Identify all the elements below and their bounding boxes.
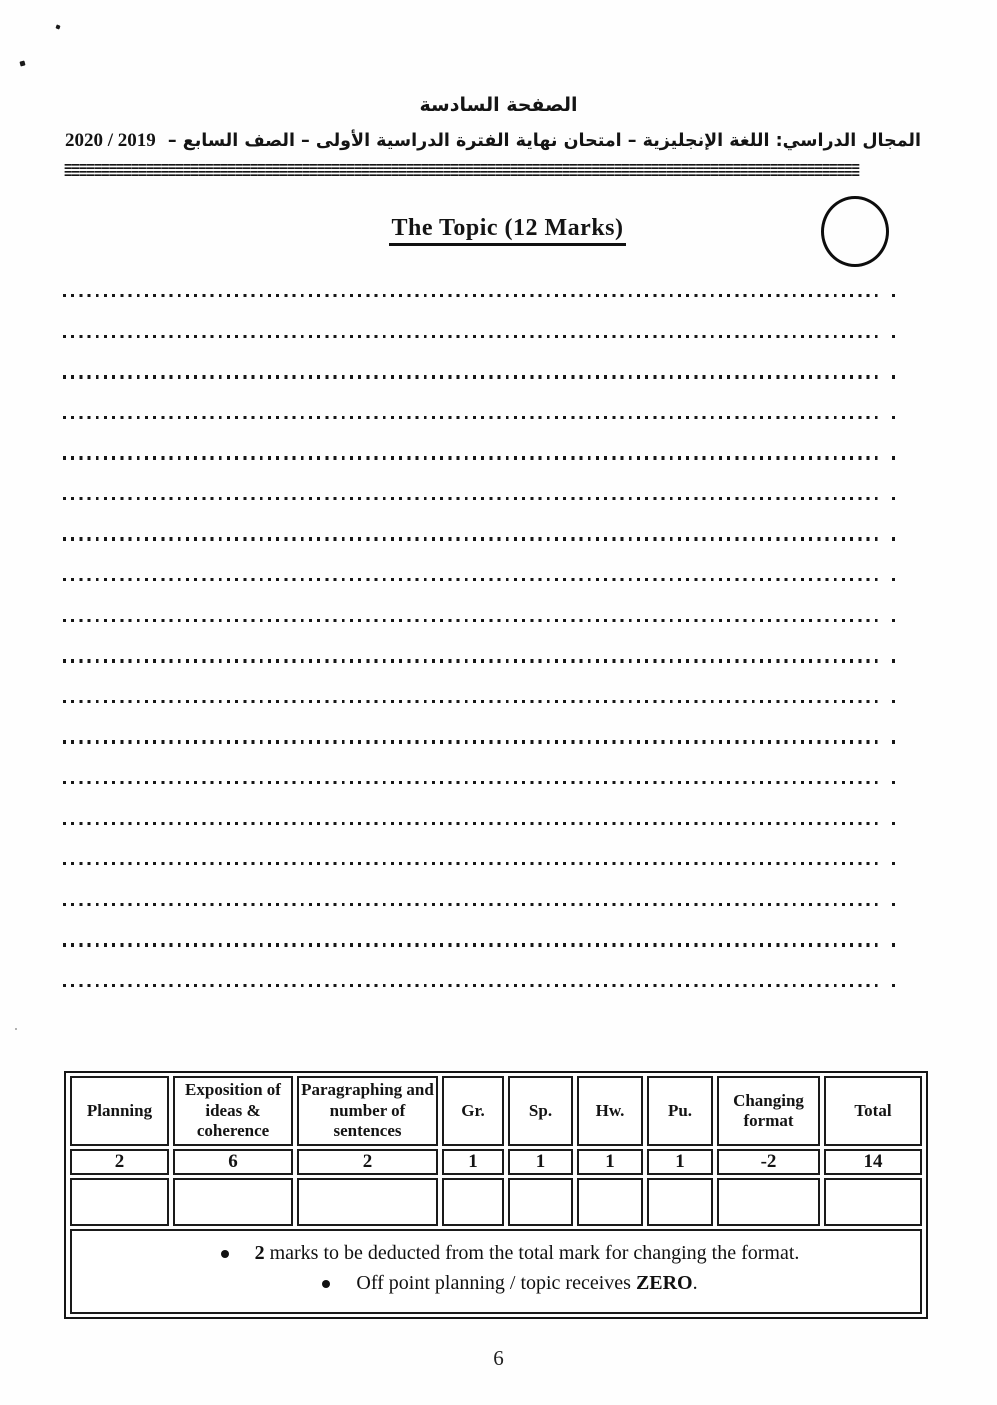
max-mark-handwriting: 1 [577,1149,643,1175]
rubric-header-punctuation: Pu. [647,1076,713,1146]
max-mark-spelling: 1 [508,1149,573,1175]
max-mark-punctuation: 1 [647,1149,713,1175]
rubric-header-paragraphing: Paragraphing and number of sentences [297,1076,438,1146]
dotted-answer-line [63,497,895,500]
dotted-answer-line [63,456,895,459]
rubric-notes [70,1229,922,1314]
max-mark-exposition: 6 [173,1149,293,1175]
max-mark-planning: 2 [70,1149,169,1175]
rubric-notes-row [70,1229,922,1314]
dotted-answer-line [63,903,895,906]
dotted-answer-line [63,781,895,784]
max-mark-changing-format: -2 [717,1149,820,1175]
score-entry-cell [647,1178,713,1226]
scan-speck [15,1028,17,1030]
rubric-header-total: Total [824,1076,922,1146]
writing-area [63,294,895,1024]
score-entry-cell [173,1178,293,1226]
dotted-answer-line [63,294,895,297]
max-mark-paragraphing: 2 [297,1149,438,1175]
score-entry-cell [297,1178,438,1226]
page-title: The Topic (12 Marks) [389,215,625,246]
exam-subject-line [65,130,921,152]
score-entry-cell [442,1178,504,1226]
dotted-answer-line [63,740,895,743]
dotted-answer-line [63,375,895,378]
score-entry-cell [70,1178,169,1226]
score-entry-cell [577,1178,643,1226]
page-number: 6 [493,1346,504,1370]
rubric-header-handwriting: Hw. [577,1076,643,1146]
mark-entry-circle [821,196,889,267]
dotted-answer-line [63,862,895,865]
dotted-answer-line [63,537,895,540]
rubric-header-exposition: Exposition of ideas & coherence [173,1076,293,1146]
rubric-header-row [70,1076,922,1146]
header-divider [64,164,922,181]
dotted-answer-line [63,943,895,946]
page-label-arabic: الصفحة السادسة [419,94,578,116]
dotted-answer-line [63,700,895,703]
score-entry-cell [824,1178,922,1226]
dotted-answer-line [63,578,895,581]
rubric-table [64,1071,928,1319]
school-year: 2020 / 2019 [65,130,156,151]
max-mark-total: 14 [824,1149,922,1175]
dotted-answer-line [63,659,895,662]
rubric-header-spelling: Sp. [508,1076,573,1146]
dotted-answer-line [63,822,895,825]
dotted-answer-line [63,984,895,987]
rubric-score-entry-row [70,1178,922,1226]
note-off-point: Off point planning / topic receives ZERO. [110,1272,910,1295]
score-entry-cell [717,1178,820,1226]
scan-speck [19,60,25,66]
dotted-answer-line [63,416,895,419]
subject-line-arabic: المجال الدراسي: اللغة الإنجليزية – امتحان نهاية الفترة الدراسية الأولى – الصف السابع – [167,131,921,151]
score-entry-cell [508,1178,573,1226]
rubric-header-planning: Planning [70,1076,169,1146]
marking-rubric [64,1071,928,1319]
rubric-header-changing-format: Changing format [717,1076,820,1146]
dotted-answer-line [63,619,895,622]
max-mark-grammar: 1 [442,1149,504,1175]
note-changing-format: 2 marks to be deducted from the total mark for changing the format. [110,1242,910,1265]
bullet-icon [221,1250,229,1258]
rubric-marks-row [70,1149,922,1175]
dotted-answer-line [63,335,895,338]
bullet-icon [322,1280,330,1288]
scan-speck [55,24,60,29]
rubric-header-grammar: Gr. [442,1076,504,1146]
